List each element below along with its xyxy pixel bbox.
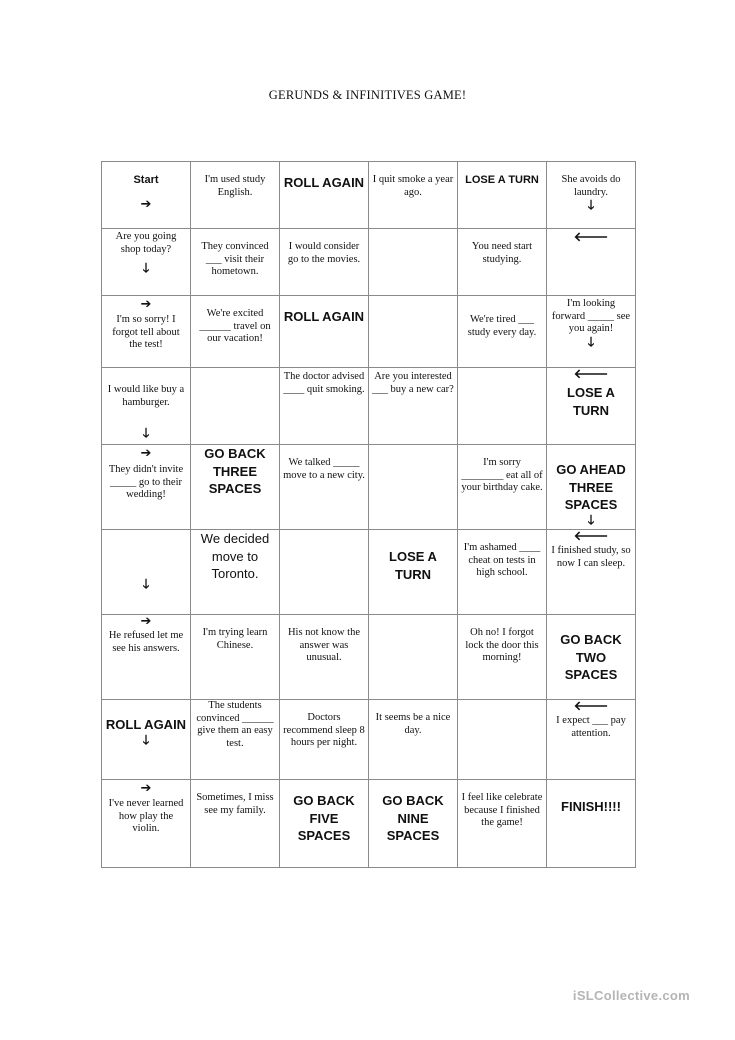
- board-cell-lose-turn: [369, 530, 458, 615]
- arrow-right-icon: ➔: [140, 297, 152, 312]
- board-cell-roll-again: [280, 162, 369, 229]
- board-cell: [458, 530, 547, 615]
- board-row: [102, 229, 636, 296]
- board-cell: [102, 229, 191, 296]
- board-cell: [191, 615, 280, 700]
- cell-text: I'm sorry ________ eat all of your birthday cake.: [461, 457, 543, 493]
- arrow-right-icon: ➔: [140, 614, 152, 629]
- arrow-down-icon: 🡓: [142, 261, 150, 276]
- cell-text: Oh no! I forgot lock the door this morning!: [465, 627, 539, 663]
- cell-text: The doctor advised ____ quit smoking.: [283, 371, 365, 395]
- cell-text: ROLL AGAIN: [105, 717, 187, 732]
- board-row: [102, 445, 636, 530]
- board-cell-empty: [102, 530, 191, 615]
- arrow-left-icon: 🡐: [573, 230, 609, 245]
- board-cell: [102, 615, 191, 700]
- page-title: GERUNDS & INFINITIVES GAME!: [268, 88, 467, 102]
- board-cell: [547, 162, 636, 229]
- cell-text: We're excited ______ travel on our vacation!: [199, 308, 271, 344]
- arrow-down-icon: 🡓: [142, 577, 150, 592]
- cell-text: I'm used study English.: [204, 174, 266, 198]
- board-cell: [458, 445, 547, 530]
- cell-text: His not know the answer was unusual.: [287, 627, 361, 663]
- cell-text: Sometimes, I miss see my family.: [196, 792, 274, 816]
- arrow-down-icon: 🡓: [142, 732, 150, 748]
- board-cell-roll-again: [280, 296, 369, 368]
- board-cell-go-back: [280, 780, 369, 868]
- cell-text: We talked _____ move to a new city.: [283, 457, 365, 481]
- cell-text: GO BACK NINE SPACES: [382, 793, 444, 843]
- board-cell: [191, 700, 280, 780]
- board-cell: [102, 368, 191, 445]
- cell-text: GO BACK THREE SPACES: [204, 446, 266, 496]
- arrow-left-icon: 🡐: [573, 529, 609, 544]
- cell-text: I finished study, so now I can sleep.: [551, 545, 631, 569]
- arrow-down-icon: 🡓: [142, 426, 150, 441]
- board-cell-empty: [458, 700, 547, 780]
- arrow-down-icon: 🡓: [587, 512, 595, 528]
- board-cell: [280, 445, 369, 530]
- board-cell: [280, 229, 369, 296]
- board-cell-empty: [458, 368, 547, 445]
- board-cell-go-back: [547, 615, 636, 700]
- board-cell-start: [102, 162, 191, 229]
- board-cell: [102, 445, 191, 530]
- board-cell-empty: [280, 530, 369, 615]
- arrow-down-icon: 🡓: [587, 334, 595, 350]
- cell-text: I'm trying learn Chinese.: [202, 627, 268, 651]
- cell-text: LOSE A TURN: [465, 174, 539, 186]
- board-cell: [191, 162, 280, 229]
- cell-text: ROLL AGAIN: [283, 175, 365, 190]
- cell-text: GO AHEAD THREE SPACES: [556, 462, 626, 512]
- cell-text: I'm looking forward _____ see you again!: [551, 298, 631, 334]
- cell-text: LOSE A TURN: [567, 385, 615, 418]
- watermark-text: iSLCollective.com: [572, 988, 690, 1003]
- board-cell-empty: [369, 229, 458, 296]
- cell-text: I expect ___ pay attention.: [556, 715, 626, 739]
- board-cell-go-back: [369, 780, 458, 868]
- arrow-right-icon: ➔: [140, 196, 152, 212]
- cell-text: I'm so sorry! I forgot tell about the test!: [112, 314, 180, 350]
- cell-text: Are you interested ___ buy a new car?: [372, 371, 454, 395]
- board-cell: [191, 296, 280, 368]
- cell-text: LOSE A TURN: [389, 549, 437, 582]
- board-cell: [547, 296, 636, 368]
- board-cell: [369, 700, 458, 780]
- board-cell-lose-turn: [458, 162, 547, 229]
- cell-text: Are you going shop today?: [115, 231, 177, 255]
- cell-text: I'm ashamed ____ cheat on tests in high school.: [463, 542, 541, 578]
- board-cell: [102, 780, 191, 868]
- board-row: [102, 700, 636, 780]
- cell-text: GO BACK FIVE SPACES: [293, 793, 355, 843]
- cell-text: They convinced ___ visit their hometown.: [201, 241, 269, 277]
- arrow-down-icon: 🡓: [587, 198, 595, 213]
- cell-text: I quit smoke a year ago.: [372, 174, 454, 198]
- arrow-right-icon: ➔: [140, 781, 152, 796]
- cell-text: Doctors recommend sleep 8 hours per night.: [283, 712, 365, 748]
- board-row: [102, 615, 636, 700]
- cell-text: You need start studying.: [471, 241, 533, 265]
- board-row: [102, 780, 636, 868]
- board-cell-roll-again: [102, 700, 191, 780]
- board-cell: [458, 615, 547, 700]
- board-row: [102, 368, 636, 445]
- cell-text: She avoids do laundry.: [561, 174, 621, 198]
- board-cell-go-back: [191, 445, 280, 530]
- cell-text: I've never learned how play the violin.: [108, 798, 184, 834]
- arrow-right-icon: ➔: [140, 446, 152, 461]
- cell-text: I would consider go to the movies.: [287, 241, 361, 265]
- board-cell: [369, 368, 458, 445]
- board-cell: [280, 700, 369, 780]
- arrow-left-icon: 🡐: [573, 367, 609, 382]
- cell-text: Start: [133, 174, 159, 186]
- cell-text: It seems be a nice day.: [375, 712, 451, 736]
- board-row: [102, 530, 636, 615]
- board-cell: [369, 162, 458, 229]
- cell-text: He refused let me see his answers.: [108, 630, 184, 654]
- board-cell: [191, 530, 280, 615]
- board-cell: [102, 296, 191, 368]
- cell-text: I feel like celebrate because I finished the game!: [461, 792, 543, 828]
- board-row: [102, 296, 636, 368]
- cell-text: FINISH!!!!: [561, 799, 621, 814]
- board-cell-lose-turn: [547, 368, 636, 445]
- cell-text: I would like buy a hamburger.: [107, 384, 185, 408]
- cell-text: The students convinced ______ give them an easy test.: [196, 700, 274, 749]
- cell-text: They didn't invite _____ go to their wedding!: [108, 464, 184, 500]
- board-cell: [191, 780, 280, 868]
- board-cell: [547, 229, 636, 296]
- board-cell: [458, 780, 547, 868]
- board-cell: [280, 368, 369, 445]
- board-cell-empty: [369, 615, 458, 700]
- board-cell-go-ahead: [547, 445, 636, 530]
- board-cell-finish: [547, 780, 636, 868]
- board-cell: [280, 615, 369, 700]
- cell-text: We decided move to Toronto.: [200, 531, 270, 581]
- board-cell: [458, 296, 547, 368]
- cell-text: We're tired ___ study every day.: [467, 314, 537, 338]
- board-cell: [191, 229, 280, 296]
- arrow-left-icon: 🡐: [573, 699, 609, 714]
- board-row: [102, 162, 636, 229]
- game-board: [101, 161, 636, 868]
- board-cell-empty: [191, 368, 280, 445]
- board-cell: [458, 229, 547, 296]
- board-cell-empty: [369, 445, 458, 530]
- cell-text: ROLL AGAIN: [283, 309, 365, 324]
- board-cell: [547, 530, 636, 615]
- board-cell: [547, 700, 636, 780]
- cell-text: GO BACK TWO SPACES: [560, 632, 622, 682]
- board-cell-empty: [369, 296, 458, 368]
